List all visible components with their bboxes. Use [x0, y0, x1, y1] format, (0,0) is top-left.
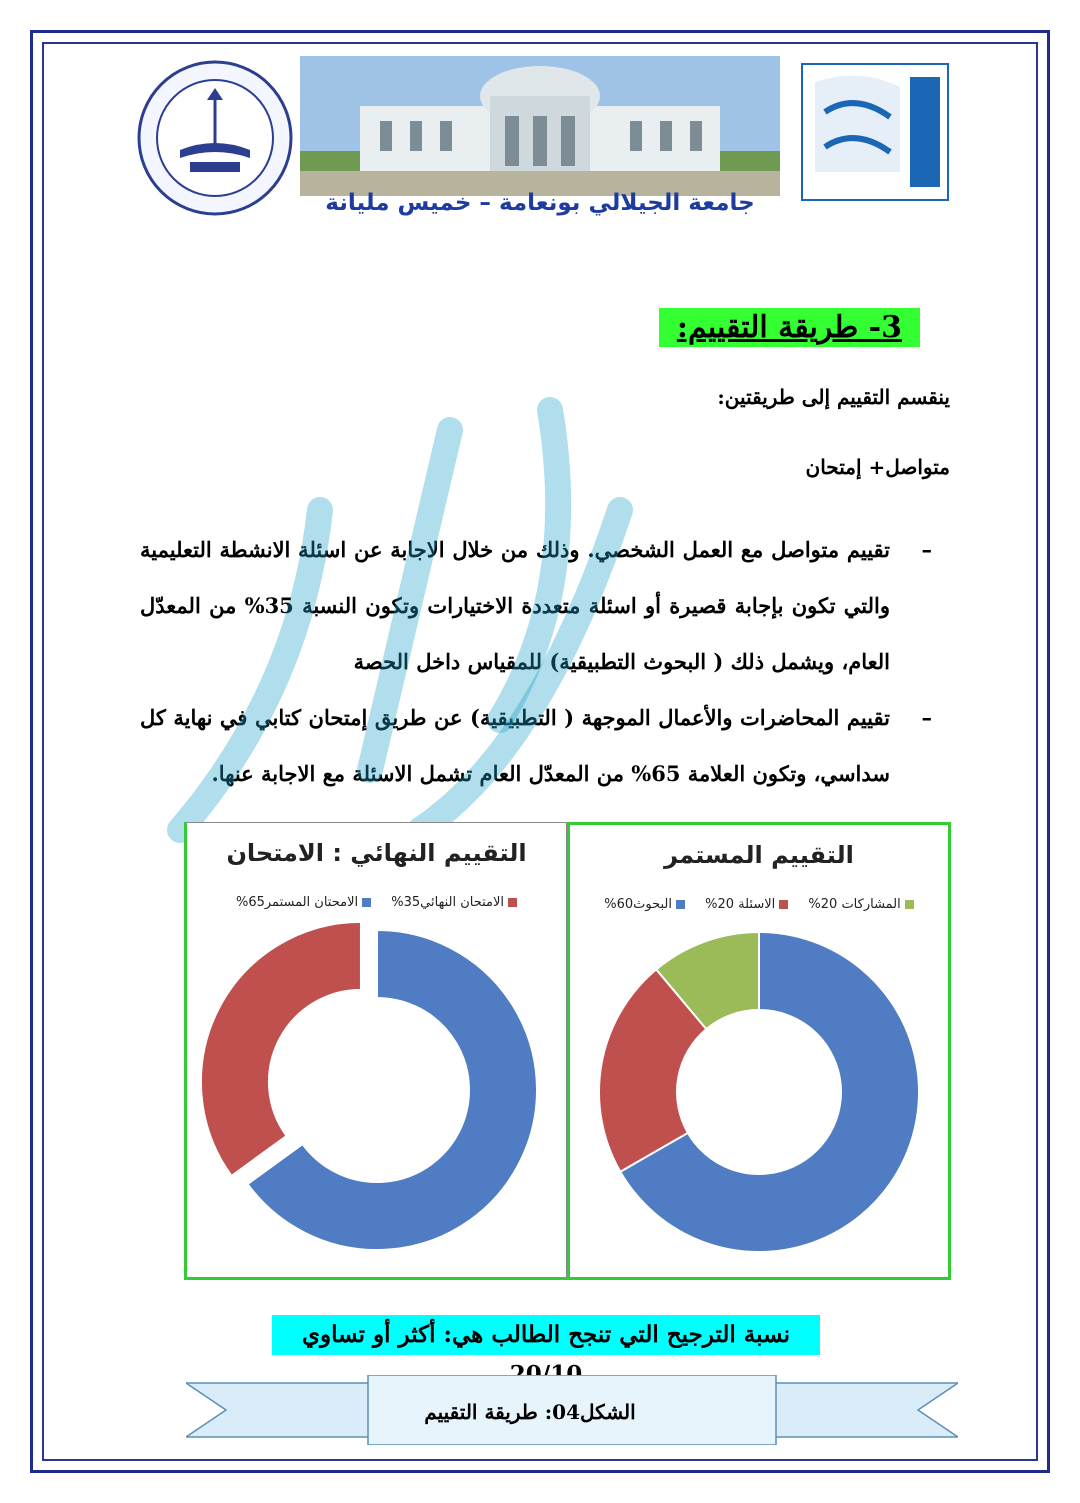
figure-caption: الشكل04: طريقة التقييم [424, 1400, 636, 1424]
subtitle-text: متواصل+ إمتحان [805, 455, 950, 479]
charts-area [184, 822, 951, 1282]
bullet-list [140, 522, 940, 802]
legend-label: الامحتان المستمر65% [235, 895, 359, 910]
donut-chart-final [187, 908, 567, 1278]
university-logo [800, 62, 950, 202]
legend-label: الامتحان النهائي35% [391, 895, 505, 910]
chart-title: التقييم المستمر [664, 841, 854, 869]
chart-title: التقييم النهائي : الامتحان [226, 839, 527, 867]
university-building-photo [300, 56, 780, 196]
donut-chart-continuous [570, 910, 948, 1280]
intro-text: ينقسم التقييم إلى طريقتين: [717, 385, 950, 409]
faculty-seal-logo [135, 58, 295, 218]
continuous-assessment-chart [567, 822, 951, 1280]
legend-label: المشاركات 20% [808, 897, 901, 912]
legend-label: الاسئلة 20% [705, 897, 776, 912]
final-exam-chart [184, 822, 567, 1280]
university-name: جامعة الجيلالي بونعامة – خميس مليانة [325, 190, 755, 216]
donut-slice-1 [201, 922, 361, 1176]
pass-rate-highlight: نسبة الترجيح التي تنجح الطالب هي: أكثر أو تساوي [272, 1315, 820, 1355]
section-title: 3- طريقة التقييم: [659, 308, 920, 347]
bullet-item: – تقييم متواصل مع العمل الشخصي. وذلك من خلال الاجابة عن اسئلة الانشطة التعليمية والتي تكون بإجابة قصيرة أو اسئلة متعددة الاختيارات وتكون النسبة 35% من المعدّل العام، ويشمل ذلك ( البحوث التطبيقية) للمقياس داخل الحصة [140, 522, 940, 690]
legend-label: البحوث60% [604, 897, 672, 912]
bullet-item: – تقييم المحاضرات والأعمال الموجهة ( التطبيقية) عن طريق إمتحان كتابي في نهاية كل سداسي، وتكون العلامة 65% من المعدّل العام تشمل الاسئلة مع الاجابة عنها. [140, 690, 940, 802]
